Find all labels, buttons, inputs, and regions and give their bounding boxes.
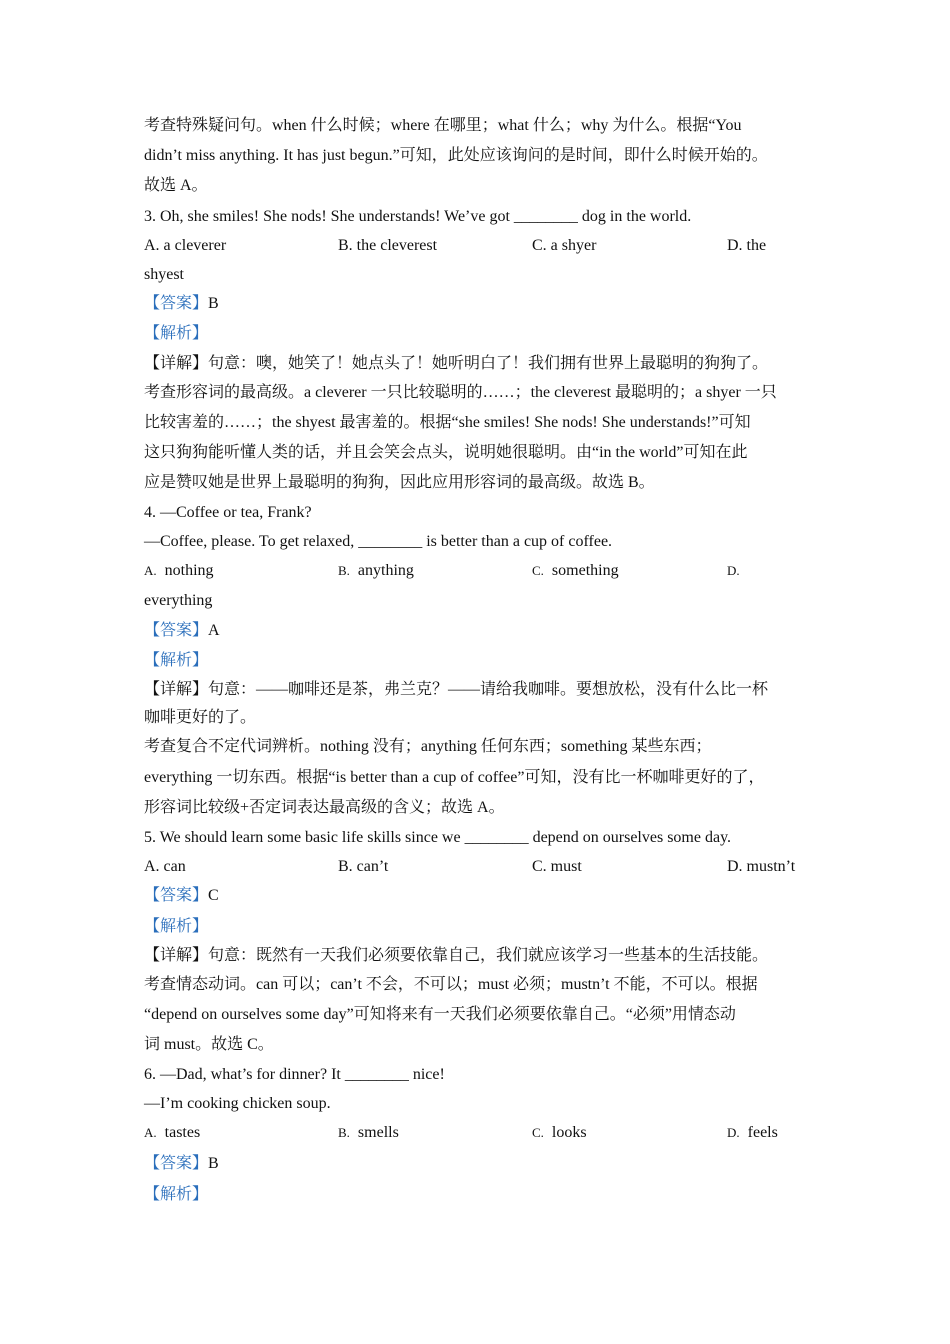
q4-option-d-wrap: everything [144,592,213,609]
q6-option-c: C. looks [532,1124,587,1141]
q4-option-c: C. something [532,562,619,579]
q5-option-b: B. can’t [338,858,389,875]
q4-detail-line: 考查复合不定代词辨析。nothing 没有；anything 任何东西；something 某些东西； [144,738,712,755]
q3-option-c: C. a shyer [532,237,597,254]
q3-stem: 3. Oh, she smiles! She nods! She understands! We’ve got ________ dog in the world. [144,208,692,225]
q4-answer [144,621,220,641]
q4-stem: —Coffee, please. To get relaxed, ________ is better than a cup of coffee. [144,533,613,550]
q4-option-b: B. anything [338,562,414,579]
answer-tag: 【答案】 [144,1155,209,1172]
answer-tag: 【答案】 [144,295,209,312]
q4-detail-line: 【详解】句意：——咖啡还是茶，弗兰克？——请给我咖啡。要想放松，没有什么比一杯 [144,681,769,698]
q5-detail-line: 【详解】句意：既然有一天我们必须要依靠自己，我们就应该学习一些基本的生活技能。 [144,947,769,964]
q5-analysis-tag: 【解析】 [144,918,209,935]
q6-analysis-tag: 【解析】 [144,1186,209,1203]
q3-analysis-tag: 【解析】 [144,325,209,342]
q4-detail-line: 形容词比较级+否定词表达最高级的含义；故选 A。 [144,799,505,816]
q6-answer [144,1154,219,1174]
q4-stem: 4. —Coffee or tea, Frank? [144,504,312,521]
q4-detail-line: 咖啡更好的了。 [144,709,257,726]
q5-option-c: C. must [532,858,582,875]
q3-detail-line: 考查形容词的最高级。a cleverer 一只比较聪明的……；the cleverest 最聪明的；a shyer 一只 [144,384,777,401]
answer-value: A [208,622,220,639]
answer-value: B [208,295,219,312]
answer-value: C [208,887,219,904]
q3-option-b: B. the cleverest [338,237,438,254]
q2-conclusion: 故选 A。 [144,177,208,194]
q4-option-a: A. nothing [144,562,214,579]
q5-answer [144,886,219,906]
q6-option-a: A. tastes [144,1124,201,1141]
answer-value: B [208,1155,219,1172]
q4-analysis-tag: 【解析】 [144,652,209,669]
q3-answer [144,294,219,314]
q2-explanation-line: 考查特殊疑问句。when 什么时候；where 在哪里；what 什么；why 为什么。根据“You [144,117,742,134]
q5-option-d: D. mustn’t [727,858,796,875]
q3-option-d-wrap: shyest [144,266,184,283]
q4-detail-line: everything 一切东西。根据“is better than a cup of coffee”可知，没有比一杯咖啡更好的了， [144,769,765,786]
q3-detail-line: 比较害羞的……；the shyest 最害羞的。根据“she smiles! She nods! She understands!”可知 [144,414,751,431]
q3-option-d: D. the [727,237,767,254]
answer-tag: 【答案】 [144,887,209,904]
q5-detail-line: 考查情态动词。can 可以；can’t 不会，不可以；must 必须；mustn’t 不能，不可以。根据 [144,976,758,993]
answer-tag: 【答案】 [144,622,209,639]
q5-detail-line: 词 must。故选 C。 [144,1036,274,1053]
q6-option-b: B. smells [338,1124,399,1141]
q2-explanation-line: didn’t miss anything. It has just begun.”可知，此处应该询问的是时间，即什么时候开始的。 [144,147,768,164]
q3-detail-line: 应是赞叹她是世界上最聪明的狗狗，因此应用形容词的最高级。故选 B。 [144,474,655,491]
q6-option-d: D. feels [727,1124,778,1141]
q3-detail-line: 这只狗狗能听懂人类的话，并且会笑会点头，说明她很聪明。由“in the world”可知在此 [144,444,748,461]
q3-option-a: A. a cleverer [144,237,227,254]
q3-detail-line: 【详解】句意：噢，她笑了！她点头了！她听明白了！我们拥有世界上最聪明的狗狗了。 [144,355,769,372]
q4-option-d: D. [727,563,740,578]
q5-stem: 5. We should learn some basic life skills since we ________ depend on ourselves some day. [144,829,732,846]
q5-option-a: A. can [144,858,186,875]
q6-stem: —I’m cooking chicken soup. [144,1095,331,1112]
q6-stem: 6. —Dad, what’s for dinner? It ________ nice! [144,1066,445,1083]
q5-detail-line: “depend on ourselves some day”可知将来有一天我们必须要依靠自己。“必须”用情态动 [144,1006,736,1023]
